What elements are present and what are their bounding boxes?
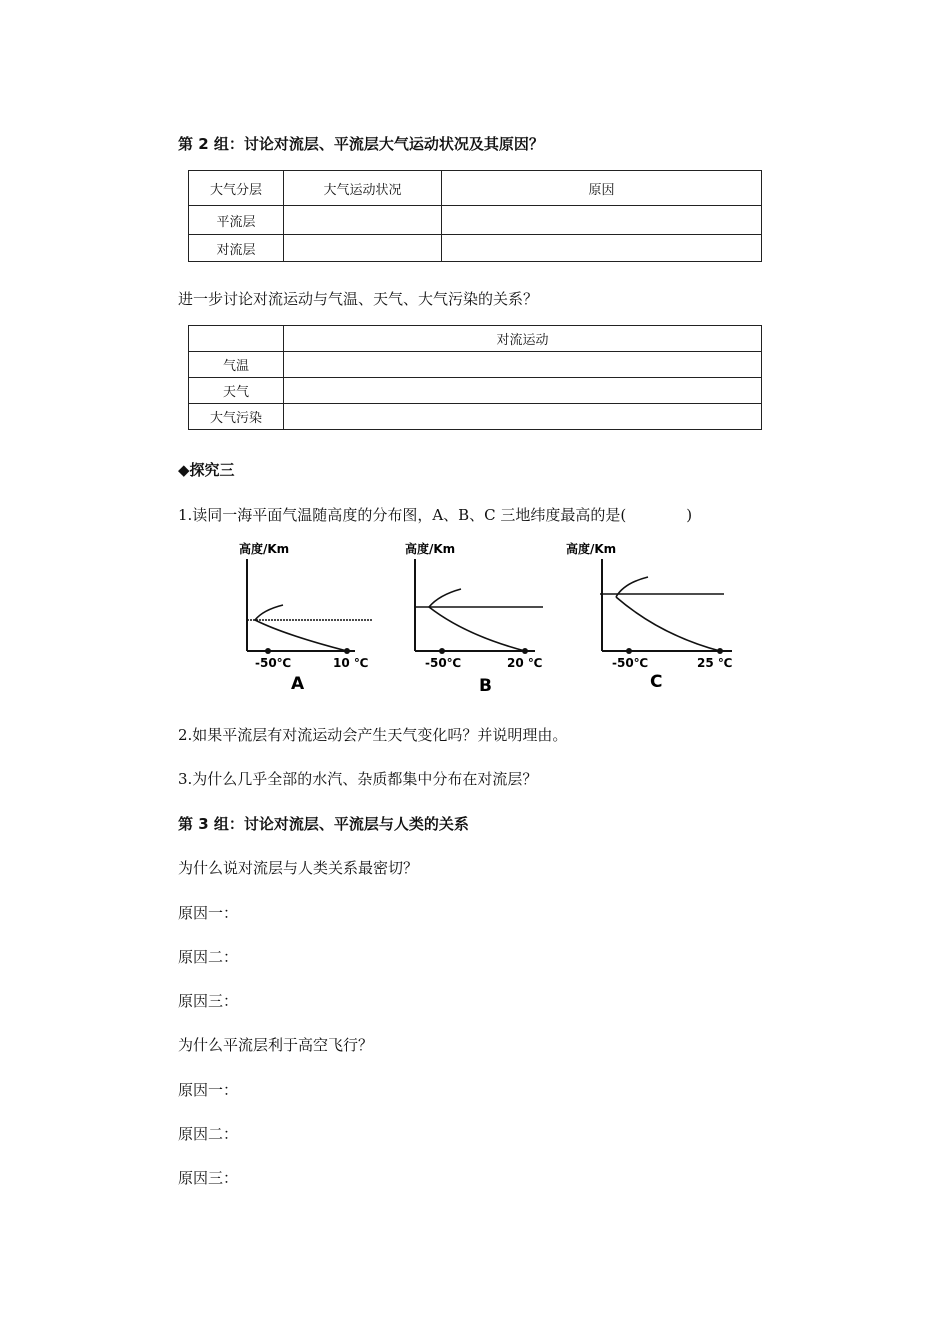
table2-cell[interactable] (284, 404, 762, 430)
diagram-a-point-right (344, 648, 350, 654)
diagram-b-point-left (439, 648, 445, 654)
diagram-b-troposphere-curve (429, 607, 525, 651)
group3-heading: 第 3 组：讨论对流层、平流层与人类的关系 (178, 815, 469, 833)
table2-row-label: 大气污染 (189, 404, 284, 430)
temperature-profile-diagram-b (395, 535, 555, 695)
temperature-profile-diagram-a (225, 535, 385, 695)
diagram-a-xlabel-left: -50℃ (255, 656, 292, 670)
table2-header: 对流运动 (284, 326, 762, 352)
table2-row-label: 天气 (189, 378, 284, 404)
diagram-c-xlabel-left: -50℃ (612, 656, 649, 670)
reason-line: 原因三： (178, 1169, 239, 1187)
diagram-a-stratosphere-curve (255, 605, 283, 620)
diagram-a-ylabel: 高度/Km (239, 542, 290, 556)
diagram-b-ylabel: 高度/Km (405, 542, 456, 556)
temperature-profile-diagram-c (560, 535, 740, 695)
diagram-b-stratosphere-curve (429, 589, 461, 607)
diagram-a-xlabel-right: 10 ℃ (333, 656, 369, 670)
diagram-b-label: B (479, 676, 492, 695)
table1-header-reason: 原因 (442, 171, 762, 206)
diagram-b-xlabel-left: -50℃ (425, 656, 462, 670)
table1-cell[interactable] (442, 206, 762, 235)
question-1: 1.读同一海平面气温随高度的分布图，A、B、C 三地纬度最高的是( ) (178, 506, 693, 524)
table1-row-label: 平流层 (189, 206, 284, 235)
table1-row-label: 对流层 (189, 235, 284, 262)
diagram-b-xlabel-right: 20 ℃ (507, 656, 543, 670)
diagram-c-point-right (717, 648, 723, 654)
table2-row-label: 气温 (189, 352, 284, 378)
table1-cell[interactable] (284, 235, 442, 262)
group2-heading: 第 2 组：讨论对流层、平流层大气运动状况及其原因？ (178, 135, 544, 153)
table2-cell[interactable] (284, 378, 762, 404)
table1-cell[interactable] (442, 235, 762, 262)
table2-cell[interactable] (284, 352, 762, 378)
explore3-heading: ◆探究三 (178, 461, 235, 479)
reason-line: 原因三： (178, 992, 239, 1010)
question-stratosphere-flight: 为什么平流层利于高空飞行？ (178, 1036, 374, 1054)
further-question: 进一步讨论对流运动与气温、天气、大气污染的关系？ (178, 290, 539, 308)
reason-line: 原因二： (178, 948, 239, 966)
reason-line: 原因一： (178, 1081, 239, 1099)
table2-corner (189, 326, 284, 352)
diagram-c-troposphere-curve (616, 597, 720, 651)
diagram-a-point-left (265, 648, 271, 654)
table1-cell[interactable] (284, 206, 442, 235)
question-troposphere-relation: 为什么说对流层与人类关系最密切？ (178, 859, 419, 877)
layer-motion-table (188, 170, 762, 262)
diagram-a-label: A (291, 674, 305, 694)
diagram-b-point-right (522, 648, 528, 654)
table1-header-layer: 大气分层 (189, 171, 284, 206)
diagram-c-ylabel: 高度/Km (566, 542, 617, 556)
diagram-c-point-left (626, 648, 632, 654)
diagram-a-troposphere-curve (255, 620, 347, 651)
diagram-c-label: C (650, 672, 663, 692)
reason-line: 原因一： (178, 904, 239, 922)
convection-relation-table (188, 325, 762, 430)
question-3: 3.为什么几乎全部的水汽、杂质都集中分布在对流层？ (178, 770, 538, 788)
table1-header-motion: 大气运动状况 (284, 171, 442, 206)
diagram-c-xlabel-right: 25 ℃ (697, 656, 733, 670)
question-2: 2.如果平流层有对流运动会产生天气变化吗？并说明理由。 (178, 726, 568, 744)
reason-line: 原因二： (178, 1125, 239, 1143)
